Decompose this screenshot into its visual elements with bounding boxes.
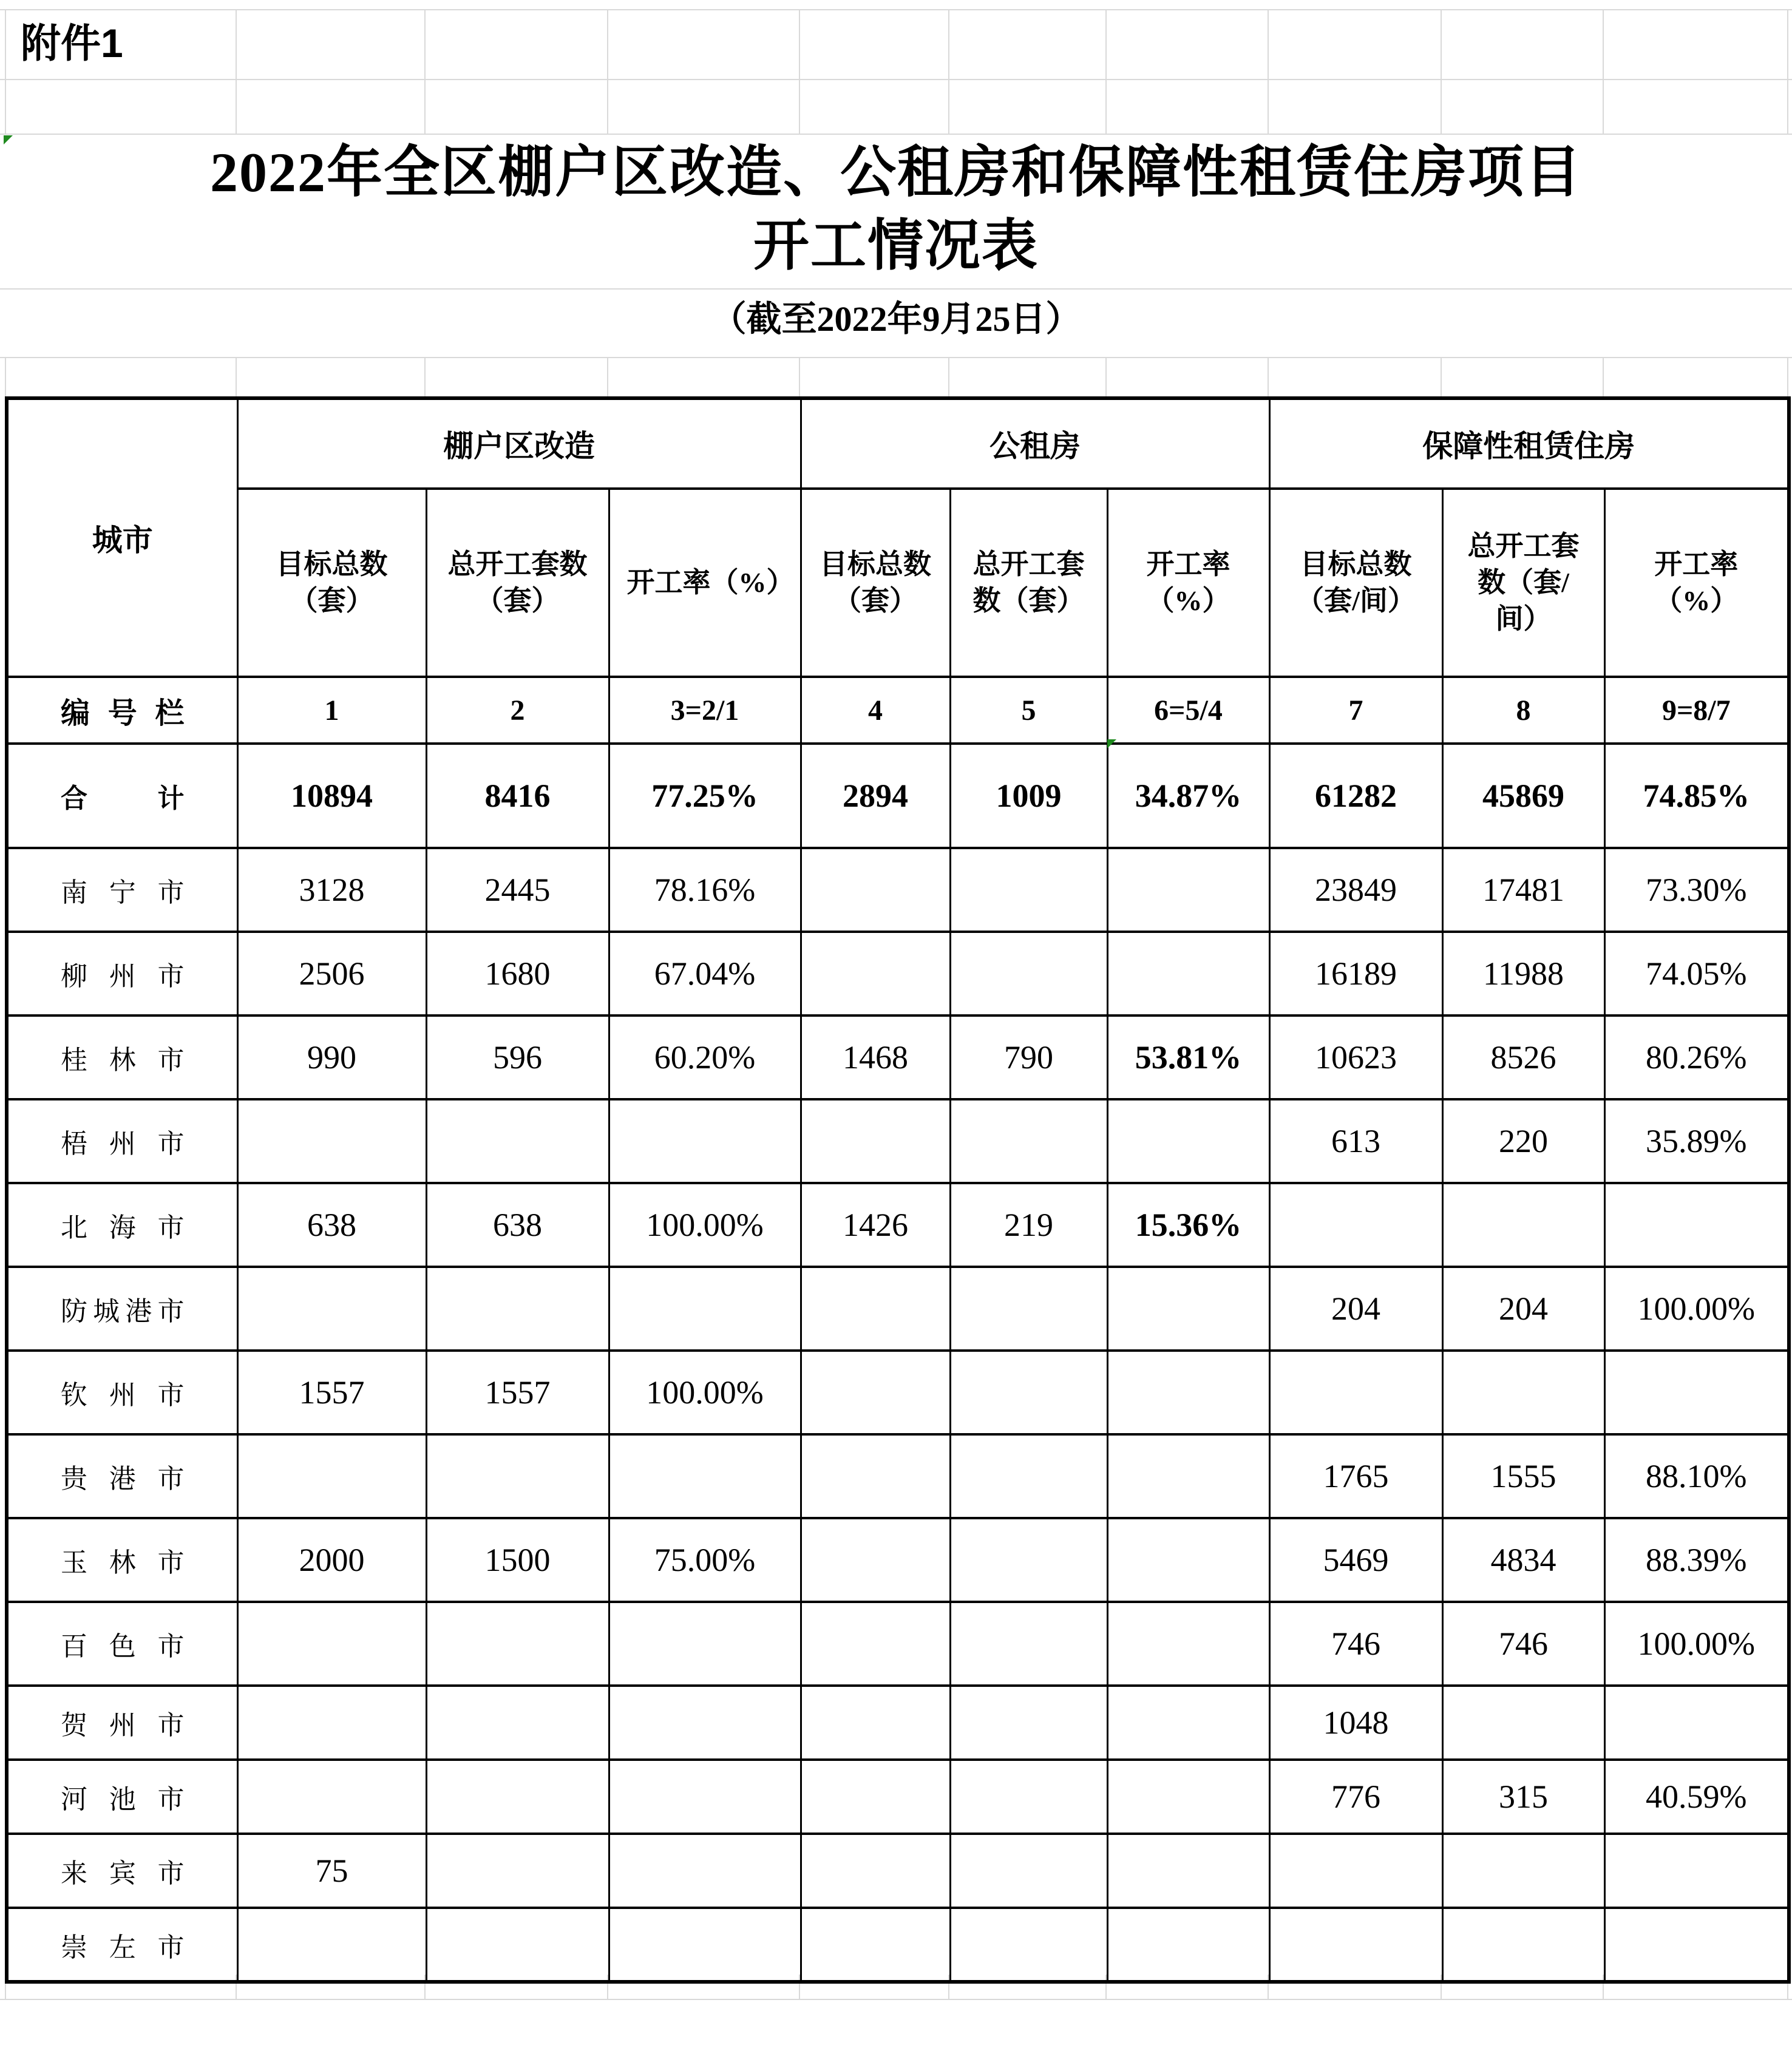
data-cell xyxy=(1107,1760,1269,1834)
table-row xyxy=(7,744,1789,848)
data-cell: 638 xyxy=(237,1183,426,1267)
table-row xyxy=(7,1099,1789,1183)
city-cell xyxy=(7,1267,237,1351)
data-cell: 9=8/7 xyxy=(1604,677,1789,744)
data-cell xyxy=(609,1760,801,1834)
data-cell: 67.04% xyxy=(609,932,801,1016)
data-cell xyxy=(1442,1908,1604,1982)
data-cell xyxy=(1107,1602,1269,1686)
data-cell xyxy=(1442,1183,1604,1267)
col-header-public-target: 目标总数（套） xyxy=(801,489,950,677)
city-label: 南宁市 xyxy=(61,878,185,907)
data-cell: 78.16% xyxy=(609,848,801,932)
data-cell xyxy=(801,1686,950,1760)
data-cell: 88.39% xyxy=(1604,1518,1789,1602)
data-cell xyxy=(1107,1908,1269,1982)
data-cell: 6=5/4 xyxy=(1107,677,1269,744)
main-table xyxy=(5,396,1791,1984)
table-row xyxy=(7,1016,1789,1099)
data-cell xyxy=(801,1099,950,1183)
gridline xyxy=(0,1999,1792,2000)
table-row xyxy=(7,677,1789,744)
page-title-line1: 2022年全区棚户区改造、公租房和保障性租赁住房项目 xyxy=(209,141,1582,203)
data-cell xyxy=(426,1434,609,1518)
attachment-label: 附件1 xyxy=(21,21,123,66)
table-row xyxy=(7,1434,1789,1518)
table-row xyxy=(7,1351,1789,1434)
data-cell: 1009 xyxy=(950,744,1107,848)
table-row xyxy=(7,1908,1789,1982)
city-label: 防城港市 xyxy=(61,1297,185,1326)
data-cell: 11988 xyxy=(1442,932,1604,1016)
data-cell: 7 xyxy=(1269,677,1442,744)
table-row xyxy=(7,932,1789,1016)
data-cell: 638 xyxy=(426,1183,609,1267)
data-cell xyxy=(1107,1351,1269,1434)
data-cell: 2445 xyxy=(426,848,609,932)
data-cell: 60.20% xyxy=(609,1016,801,1099)
data-cell xyxy=(950,1760,1107,1834)
data-cell xyxy=(1269,1834,1442,1908)
data-cell xyxy=(950,848,1107,932)
gridline xyxy=(948,9,949,134)
data-cell xyxy=(801,848,950,932)
col-header-public-started: 总开工套数（套） xyxy=(950,489,1107,677)
data-cell: 75.00% xyxy=(609,1518,801,1602)
gridline xyxy=(1268,357,1269,396)
data-cell xyxy=(801,1760,950,1834)
data-cell: 100.00% xyxy=(1604,1602,1789,1686)
gridline xyxy=(1268,9,1269,134)
gridline xyxy=(5,357,6,396)
city-label: 百色市 xyxy=(61,1632,185,1661)
gridline xyxy=(5,9,6,134)
data-cell xyxy=(1107,1686,1269,1760)
data-cell: 790 xyxy=(950,1016,1107,1099)
data-cell: 1680 xyxy=(426,932,609,1016)
data-cell xyxy=(1604,1686,1789,1760)
data-cell xyxy=(237,1686,426,1760)
data-cell: 2506 xyxy=(237,932,426,1016)
city-cell xyxy=(7,1834,237,1908)
data-cell: 73.30% xyxy=(1604,848,1789,932)
data-cell: 2000 xyxy=(237,1518,426,1602)
city-cell xyxy=(7,1760,237,1834)
data-cell: 1 xyxy=(237,677,426,744)
col-header-public-rate: 开工率（%） xyxy=(1107,489,1269,677)
data-cell: 15.36% xyxy=(1107,1183,1269,1267)
data-cell xyxy=(1107,1518,1269,1602)
city-label: 桂林市 xyxy=(61,1045,185,1075)
data-cell: 776 xyxy=(1269,1760,1442,1834)
col-header-affordable-rate: 开工率（%） xyxy=(1604,489,1789,677)
city-cell xyxy=(7,1602,237,1686)
city-label: 贵港市 xyxy=(61,1464,185,1494)
data-cell: 596 xyxy=(426,1016,609,1099)
gridline xyxy=(236,9,237,134)
data-cell: 88.10% xyxy=(1604,1434,1789,1518)
cell-error-indicator-icon xyxy=(4,135,13,144)
data-cell: 2894 xyxy=(801,744,950,848)
data-cell: 53.81% xyxy=(1107,1016,1269,1099)
data-cell xyxy=(1107,1099,1269,1183)
data-cell xyxy=(609,1099,801,1183)
data-cell: 100.00% xyxy=(609,1183,801,1267)
gridline xyxy=(948,357,949,396)
data-cell xyxy=(609,1834,801,1908)
data-cell xyxy=(237,1434,426,1518)
data-cell: 74.05% xyxy=(1604,932,1789,1016)
data-cell xyxy=(1604,1908,1789,1982)
city-cell xyxy=(7,1518,237,1602)
page-title-line2: 开工情况表 xyxy=(753,215,1039,277)
data-cell: 1557 xyxy=(426,1351,609,1434)
data-cell: 23849 xyxy=(1269,848,1442,932)
data-cell xyxy=(950,1099,1107,1183)
data-cell xyxy=(950,932,1107,1016)
sub-header-row xyxy=(7,489,1789,677)
table-row xyxy=(7,1834,1789,1908)
data-cell xyxy=(950,1908,1107,1982)
col-header-shantytown-rate: 开工率（%） xyxy=(609,489,801,677)
cell-error-indicator-icon xyxy=(1107,739,1116,748)
city-label: 柳州市 xyxy=(61,961,185,991)
data-cell: 5469 xyxy=(1269,1518,1442,1602)
data-cell xyxy=(950,1434,1107,1518)
data-cell xyxy=(426,1099,609,1183)
data-cell: 1048 xyxy=(1269,1686,1442,1760)
city-label: 贺州市 xyxy=(61,1711,185,1740)
page-subtitle: （截至2022年9月25日） xyxy=(711,299,1081,339)
city-header-cell: 城市 xyxy=(7,398,237,677)
data-cell: 746 xyxy=(1269,1602,1442,1686)
table-row xyxy=(7,1602,1789,1686)
data-cell xyxy=(1107,1434,1269,1518)
data-cell xyxy=(237,1099,426,1183)
data-cell xyxy=(1107,1834,1269,1908)
data-cell: 74.85% xyxy=(1604,744,1789,848)
data-cell xyxy=(1269,1183,1442,1267)
data-cell: 80.26% xyxy=(1604,1016,1789,1099)
data-cell xyxy=(801,1267,950,1351)
data-cell xyxy=(426,1267,609,1351)
data-cell: 75 xyxy=(237,1834,426,1908)
data-cell: 40.59% xyxy=(1604,1760,1789,1834)
data-cell xyxy=(1604,1351,1789,1434)
data-cell: 3=2/1 xyxy=(609,677,801,744)
gridline xyxy=(0,9,1792,10)
data-cell: 1426 xyxy=(801,1183,950,1267)
data-cell xyxy=(426,1602,609,1686)
data-cell xyxy=(950,1834,1107,1908)
data-cell xyxy=(609,1908,801,1982)
data-cell xyxy=(609,1686,801,1760)
gridline xyxy=(1105,9,1107,134)
group-header-shantytown-renovation: 棚户区改造 xyxy=(237,398,801,489)
data-cell xyxy=(1442,1351,1604,1434)
gridline xyxy=(0,357,1792,358)
data-cell: 4834 xyxy=(1442,1518,1604,1602)
data-cell xyxy=(426,1760,609,1834)
gridline xyxy=(1105,357,1107,396)
data-cell: 2 xyxy=(426,677,609,744)
data-cell xyxy=(1604,1183,1789,1267)
gridline xyxy=(1603,357,1604,396)
data-cell: 45869 xyxy=(1442,744,1604,848)
gridline xyxy=(424,357,426,396)
data-cell xyxy=(237,1267,426,1351)
data-cell xyxy=(426,1908,609,1982)
data-cell xyxy=(950,1686,1107,1760)
data-cell xyxy=(801,1518,950,1602)
table-row xyxy=(7,1267,1789,1351)
data-cell xyxy=(1107,932,1269,1016)
data-cell xyxy=(950,1518,1107,1602)
data-cell xyxy=(801,1834,950,1908)
city-label: 合计 xyxy=(61,784,185,813)
data-cell xyxy=(801,932,950,1016)
data-cell: 219 xyxy=(950,1183,1107,1267)
city-cell xyxy=(7,1016,237,1099)
city-cell xyxy=(7,1434,237,1518)
data-cell xyxy=(801,1351,950,1434)
data-cell: 1555 xyxy=(1442,1434,1604,1518)
city-cell xyxy=(7,932,237,1016)
data-cell xyxy=(237,1602,426,1686)
data-cell: 8 xyxy=(1442,677,1604,744)
gridline xyxy=(424,9,426,134)
group-header-public-rental: 公租房 xyxy=(801,398,1269,489)
data-cell: 3128 xyxy=(237,848,426,932)
title-block xyxy=(5,136,1787,339)
data-cell xyxy=(801,1602,950,1686)
data-cell: 204 xyxy=(1269,1267,1442,1351)
data-cell: 220 xyxy=(1442,1099,1604,1183)
data-cell: 34.87% xyxy=(1107,744,1269,848)
data-cell xyxy=(1107,1267,1269,1351)
group-header-affordable-rental: 保障性租赁住房 xyxy=(1269,398,1789,489)
gridline xyxy=(799,357,800,396)
gridline xyxy=(1787,9,1788,134)
data-cell xyxy=(426,1834,609,1908)
data-cell xyxy=(950,1267,1107,1351)
data-cell: 8416 xyxy=(426,744,609,848)
gridline xyxy=(236,357,237,396)
data-cell: 10894 xyxy=(237,744,426,848)
table-body xyxy=(7,677,1789,1982)
col-header-shantytown-started: 总开工套数（套） xyxy=(426,489,609,677)
data-cell xyxy=(950,1351,1107,1434)
city-label: 来宾市 xyxy=(61,1859,185,1888)
table-row xyxy=(7,1183,1789,1267)
data-cell xyxy=(426,1686,609,1760)
gridline xyxy=(607,357,608,396)
data-cell: 16189 xyxy=(1269,932,1442,1016)
data-cell xyxy=(801,1434,950,1518)
gridline xyxy=(1787,357,1788,396)
data-cell: 746 xyxy=(1442,1602,1604,1686)
data-cell xyxy=(1442,1686,1604,1760)
data-cell: 315 xyxy=(1442,1760,1604,1834)
data-cell: 77.25% xyxy=(609,744,801,848)
data-cell: 1765 xyxy=(1269,1434,1442,1518)
data-cell xyxy=(801,1908,950,1982)
data-cell: 10623 xyxy=(1269,1016,1442,1099)
data-cell: 1468 xyxy=(801,1016,950,1099)
data-cell xyxy=(609,1434,801,1518)
city-label: 编号栏 xyxy=(61,697,185,730)
city-cell xyxy=(7,1183,237,1267)
gridline xyxy=(1441,357,1442,396)
data-cell xyxy=(609,1267,801,1351)
data-cell: 8526 xyxy=(1442,1016,1604,1099)
gridline xyxy=(799,9,800,134)
gridline xyxy=(0,79,1792,80)
city-cell xyxy=(7,1351,237,1434)
table-row xyxy=(7,848,1789,932)
city-cell xyxy=(7,744,237,848)
data-cell: 613 xyxy=(1269,1099,1442,1183)
gridline xyxy=(0,134,1792,135)
data-cell xyxy=(1269,1351,1442,1434)
data-cell: 1500 xyxy=(426,1518,609,1602)
data-cell xyxy=(1442,1834,1604,1908)
gridline xyxy=(607,9,608,134)
data-cell: 100.00% xyxy=(609,1351,801,1434)
col-header-affordable-target: 目标总数（套/间） xyxy=(1269,489,1442,677)
table-row xyxy=(7,1518,1789,1602)
data-cell xyxy=(237,1760,426,1834)
city-cell xyxy=(7,677,237,744)
data-cell: 990 xyxy=(237,1016,426,1099)
group-header-row xyxy=(7,398,1789,489)
city-label: 河池市 xyxy=(61,1785,185,1814)
data-cell xyxy=(950,1602,1107,1686)
gridline xyxy=(1603,9,1604,134)
data-cell: 204 xyxy=(1442,1267,1604,1351)
city-cell xyxy=(7,848,237,932)
data-cell: 61282 xyxy=(1269,744,1442,848)
city-cell xyxy=(7,1099,237,1183)
col-header-shantytown-target: 目标总数（套） xyxy=(237,489,426,677)
city-cell xyxy=(7,1686,237,1760)
data-cell: 17481 xyxy=(1442,848,1604,932)
city-cell xyxy=(7,1908,237,1982)
city-label: 钦州市 xyxy=(61,1380,185,1410)
data-cell xyxy=(237,1908,426,1982)
city-label: 梧州市 xyxy=(61,1129,185,1159)
table-row xyxy=(7,1760,1789,1834)
data-cell: 5 xyxy=(950,677,1107,744)
city-label: 北海市 xyxy=(61,1213,185,1243)
data-cell xyxy=(609,1602,801,1686)
col-header-affordable-started: 总开工套数（套/间） xyxy=(1442,489,1604,677)
table-row xyxy=(7,1686,1789,1760)
data-cell: 4 xyxy=(801,677,950,744)
city-label: 玉林市 xyxy=(61,1548,185,1578)
city-label: 崇左市 xyxy=(61,1932,185,1962)
data-cell xyxy=(1604,1834,1789,1908)
data-cell: 35.89% xyxy=(1604,1099,1789,1183)
gridline xyxy=(1441,9,1442,134)
data-cell xyxy=(1107,848,1269,932)
data-cell: 100.00% xyxy=(1604,1267,1789,1351)
data-cell xyxy=(1269,1908,1442,1982)
data-cell: 1557 xyxy=(237,1351,426,1434)
